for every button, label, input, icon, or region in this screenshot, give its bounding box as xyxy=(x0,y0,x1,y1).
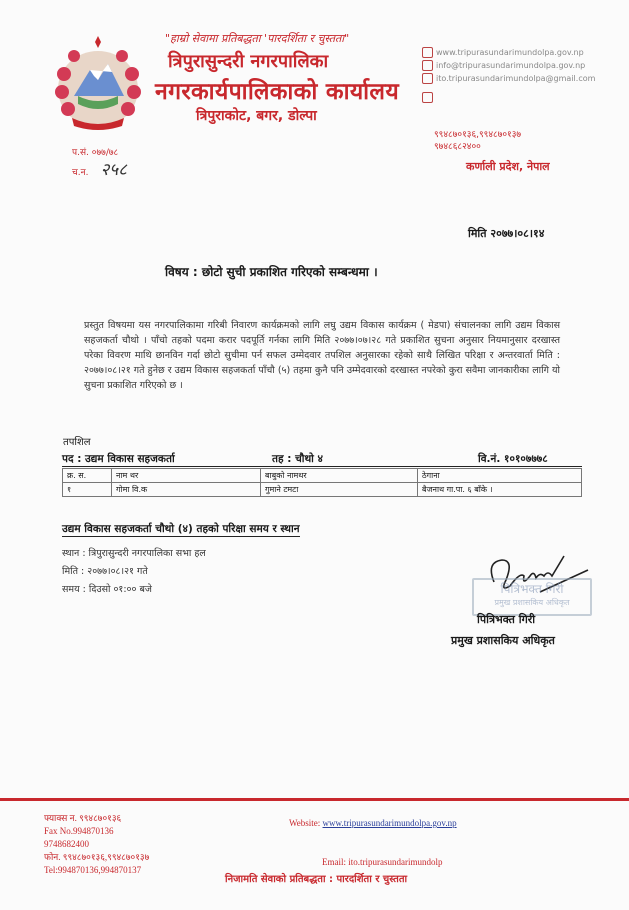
signatory-title: प्रमुख प्रशासकिय अधिकृत xyxy=(451,634,555,647)
footer-fax: Fax No.994870136 xyxy=(44,826,114,836)
footer-tel: Tel:994870136,994870137 xyxy=(44,865,142,875)
header-phone-1: ९९४८७०१३६,९९४८७०१३७ xyxy=(434,130,522,140)
header-phone-2: ९७४८६८२४०० xyxy=(434,142,481,152)
exam-time: समय : दिउसो ०१:०० बजे xyxy=(62,584,152,595)
footer-website-link[interactable]: www.tripurasundarimundolpa.gov.np xyxy=(322,818,457,828)
footer-website-label: Website: xyxy=(289,818,321,828)
globe-icon xyxy=(422,47,433,58)
province: कर्णाली प्रदेश, नेपाल xyxy=(466,160,550,173)
candidate-table xyxy=(62,468,582,497)
exam-place: स्थान : त्रिपुरासुन्दरी नगरपालिका सभा हल xyxy=(62,548,206,559)
table-header: ठेगाना xyxy=(418,469,582,483)
table-cell: गोमा वि.क xyxy=(112,483,261,497)
letter-body: प्रस्तुत विषयमा यस नगरपालिकामा गरिबी निवारण कार्यक्रमको लागि लघु उद्यम विकास कार्यक्रम ( मेडपा) संचालनका लागि उद्यम विकास सहजकर्ता चौथो । पाँचो तहको पदमा करार पदपूर्ति गर्नका लागि मिति २०७७।०७।२८ गते प्रकाशित सुचना अनुसार नियमानुसार दरखास्त परेका विवरण माथि छानविन गर्दा छोटो सुचीमा पर्न सफल उम्मेदवार तपशिल अनुसारका रहेको साथै लिखित परिक्षा र अन्तरवार्ता मिति : २०७७।०८।२१ गते हुनेछ र उद्यम विकास सहजकर्ता पाँचौ (५) तहमा कुनै पनि उम्मेदवारको दरखास्त नपरेको कुरा सवैमा जानकारीका लागि यो सुचना प्रकाशित गरिएको छ । xyxy=(84,320,560,391)
footer-contact xyxy=(44,812,149,877)
header-motto: "हाम्रो सेवामा प्रतिबद्धता 'पारदर्शिता र चुस्तता" xyxy=(165,32,350,45)
advertisement-number: वि.नं. १०१०७७७८ xyxy=(478,453,548,465)
nepal-emblem-logo xyxy=(52,34,144,134)
footer-mobile: 9748682400 xyxy=(44,839,89,849)
footer-divider xyxy=(0,798,629,801)
header-email-2[interactable]: ito.tripurasundarimundolpa@gmail.com xyxy=(436,74,596,83)
letter-subject: विषय : छोटो सुची प्रकाशित गरिएको सम्बन्धमा । xyxy=(165,265,378,279)
footer-tel-np: फोन. ९९४८७०१३६,९९४८७०१३७ xyxy=(44,852,150,862)
header-website[interactable]: www.tripurasundarimundolpa.gov.np xyxy=(436,48,584,57)
stamp-name: पित्रिभक्त गिरी xyxy=(500,582,564,596)
exam-date: मिति : २०७७।०८।२१ गते xyxy=(62,566,148,577)
municipality-name: त्रिपुरासुन्दरी नगरपालिका xyxy=(168,51,329,72)
letter-date: मिति २०७७।०८।१४ xyxy=(468,227,545,240)
footer-email[interactable]: Email: ito.tripurasundarimundolp xyxy=(322,857,443,867)
table-cell: गुमाने टमटा xyxy=(261,483,418,497)
details-heading: तपशिल xyxy=(63,437,91,448)
table-header: बाबुको नामथर xyxy=(261,469,418,483)
header-email-1[interactable]: info@tripurasundarimundolpa.gov.np xyxy=(436,61,586,70)
table-header: क्र. स. xyxy=(63,469,112,483)
table-row xyxy=(63,483,582,497)
office-address: त्रिपुराकोट, बगर, डोल्पा xyxy=(196,108,317,124)
ref-label: प.सं. ०७७/७८ xyxy=(72,148,119,158)
mail-icon xyxy=(422,73,433,84)
footer-motto: निजामति सेवाको प्रतिबद्धता : पारदर्शिता र चुस्तता xyxy=(225,874,408,885)
official-stamp xyxy=(472,578,592,616)
office-name: नगरकार्यपालिकाको कार्यालय xyxy=(155,79,399,105)
header-phones xyxy=(434,129,521,153)
post-label: पद : उद्यम विकास सहजकर्ता xyxy=(62,453,175,465)
table-header-row xyxy=(63,469,582,483)
signatory-name: पित्रिभक्त गिरी xyxy=(477,613,536,626)
header-contact-block xyxy=(422,46,595,104)
table-cell: बैजनाथ गा.पा. ६ बाँके । xyxy=(418,483,582,497)
post-line xyxy=(62,452,582,467)
phone-icon xyxy=(422,92,433,103)
footer-fax-np: फ्याक्स न. ९९४८७०१३६ xyxy=(44,813,122,823)
mail-icon xyxy=(422,60,433,71)
footer-website xyxy=(289,818,457,828)
level-label: तह : चौथो ४ xyxy=(272,453,324,465)
reference-numbers xyxy=(72,145,127,182)
table-header: नाम थर xyxy=(112,469,261,483)
dispatch-label: च.न. xyxy=(72,168,89,178)
table-cell: १ xyxy=(63,483,112,497)
exam-details xyxy=(62,545,206,599)
exam-heading: उद्यम विकास सहजकर्ता चौथो (४) तहको परिक्षा समय र स्थान xyxy=(62,523,300,535)
stamp-title: प्रमुख प्रशासकिय अधिकृत xyxy=(494,598,570,607)
dispatch-number: २५८ xyxy=(100,160,127,180)
